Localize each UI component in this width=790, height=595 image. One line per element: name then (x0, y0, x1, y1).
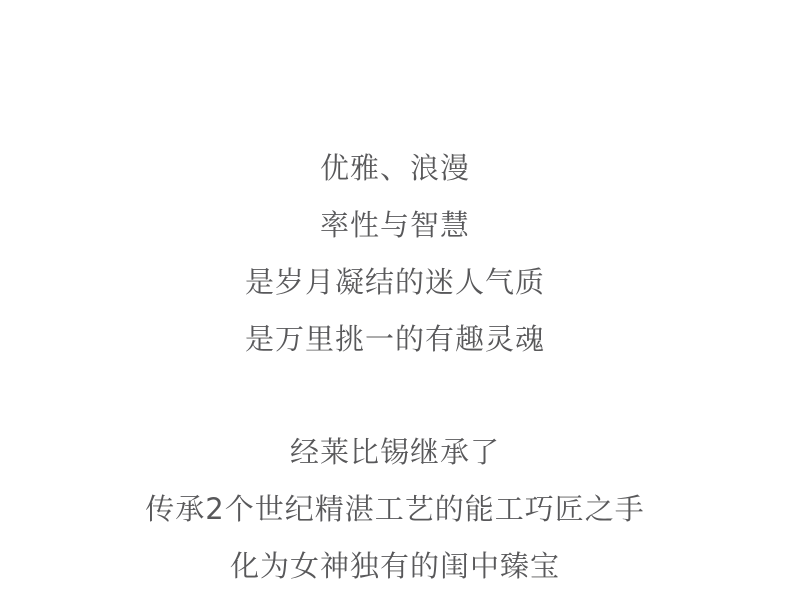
stanza-second (0, 424, 790, 595)
poem-line: 化为女神独有的闺中臻宝 (229, 549, 560, 583)
poem-line: 传承2个世纪精湛工艺的能工巧匠之手 (145, 492, 645, 526)
poem-line: 经莱比锡继承了 (289, 435, 500, 469)
stanza-spacer (0, 368, 790, 424)
poem-line: 是万里挑一的有趣灵魂 (244, 322, 545, 356)
poem-line: 优雅、浪漫 (319, 151, 470, 185)
stanza-first (0, 140, 790, 368)
poem-line: 是岁月凝结的迷人气质 (244, 265, 545, 299)
poem-line: 率性与智慧 (319, 208, 470, 242)
